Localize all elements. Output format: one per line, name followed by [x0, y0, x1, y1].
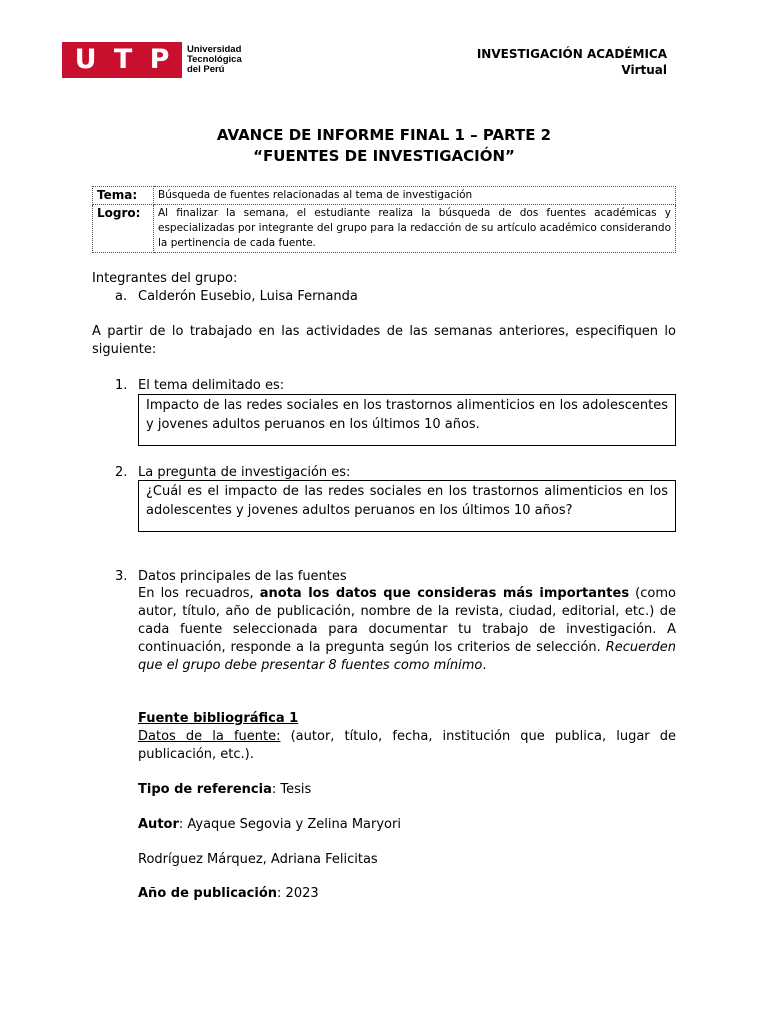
item-1-number: 1. [115, 378, 128, 393]
datos-label: Datos de la fuente: [138, 729, 281, 744]
item-3-label: Datos principales de las fuentes [138, 569, 347, 584]
utp-logo [62, 42, 242, 78]
topic-answer-box: Impacto de las redes sociales en los trastornos alimenticios en los adolescentes y jovenes adultos peruanos en los últimos 10 años. [138, 394, 676, 446]
logo-wordmark [187, 45, 242, 75]
instructions-bold: anota los datos que consideras más importantes [259, 586, 630, 601]
tipo-label: Tipo de referencia [138, 782, 272, 797]
course-header [477, 46, 667, 78]
logo-line-1: Universidad [187, 44, 242, 55]
instructions-end: . [482, 658, 487, 673]
item-2-label: La pregunta de investigación es: [138, 465, 351, 480]
document-title [0, 125, 768, 167]
item-2-number: 2. [115, 465, 128, 480]
logo-letter-u: U [74, 44, 97, 75]
item-1-label: El tema delimitado es: [138, 378, 285, 393]
course-name: INVESTIGACIÓN ACADÉMICA [476, 47, 667, 61]
logo-line-3: del Perú [187, 64, 225, 75]
tipo-referencia [138, 781, 311, 799]
course-mode: Virtual [621, 63, 667, 77]
logro-label: Logro: [93, 205, 154, 253]
logro-value: Al finalizar la semana, el estudiante realiza la búsqueda de dos fuentes académicas y especializadas por integrante del grupo para la redacción de su artículo académico considerando la pertinencia de cada fuente. [154, 205, 676, 253]
anio-label: Año de publicación [138, 886, 278, 901]
title-line-1: AVANCE DE INFORME FINAL 1 – PARTE 2 [216, 126, 552, 144]
group-member: Calderón Eusebio, Luisa Fernanda [138, 289, 358, 304]
anio-value: : 2023 [277, 886, 319, 901]
title-line-2: “FUENTES DE INVESTIGACIÓN” [253, 147, 515, 165]
tipo-value: : Tesis [271, 782, 312, 797]
anio-publicacion [138, 885, 319, 903]
source-1-datos [138, 728, 676, 764]
autor-label: Autor [138, 817, 179, 832]
autor [138, 816, 401, 834]
item-3-instructions [138, 585, 676, 675]
logo-mark [62, 42, 182, 78]
autor-value: : Ayaque Segovia y Zelina Maryori [178, 817, 401, 832]
logo-line-2: Tecnológica [187, 54, 242, 65]
group-member-marker: a. [115, 289, 128, 304]
source-1-heading: Fuente bibliográfica 1 [138, 711, 299, 726]
instructions-part-b: (como autor, título, año de publicación, nombre de la revista, ciudad, editorial, etc.) de cada fuente seleccionada para documentar tu trabajo de investigación. A continuación, responde a la pregunta según los criterios de selección. [138, 586, 676, 655]
instructions-italic: Recuerden que el grupo debe presentar 8 fuentes como mínimo [138, 640, 676, 673]
info-table [92, 186, 676, 253]
question-answer-box: ¿Cuál es el impacto de las redes sociales en los trastornos alimenticios en los adolescentes y jovenes adultos peruanos en los últimos 10 años? [138, 480, 676, 532]
intro-paragraph: A partir de lo trabajado en las actividades de las semanas anteriores, especifiquen lo siguiente: [92, 324, 676, 357]
datos-text: (autor, título, fecha, institución que publica, lugar de publicación, etc.). [138, 729, 676, 762]
tema-label: Tema: [93, 187, 154, 205]
item-3-number: 3. [115, 569, 128, 584]
logo-letter-p: P [149, 44, 170, 75]
tema-row [93, 187, 676, 205]
instructions-part-a: En los recuadros, [138, 586, 260, 601]
autor-2: Rodríguez Márquez, Adriana Felicitas [138, 852, 378, 867]
group-label: Integrantes del grupo: [92, 271, 238, 286]
logo-letter-t: T [113, 44, 133, 75]
tema-value: Búsqueda de fuentes relacionadas al tema de investigación [154, 187, 676, 205]
logro-row [93, 205, 676, 253]
